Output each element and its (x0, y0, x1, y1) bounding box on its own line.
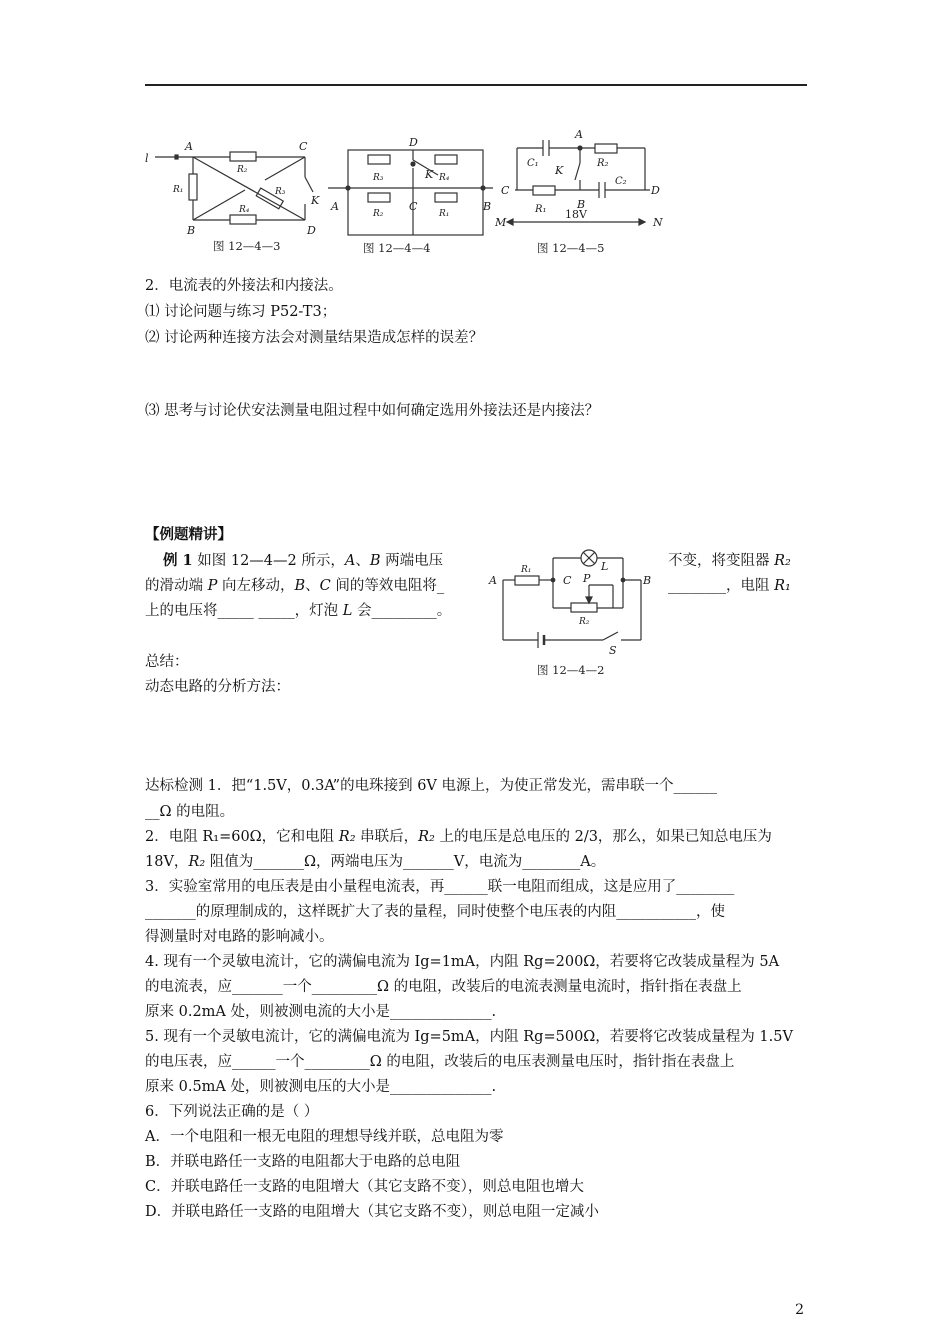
fig5-label-voltage: 18V (565, 208, 587, 221)
example1-text-e: 两端电压 (380, 553, 444, 569)
example1-text-c: 、 (355, 553, 370, 569)
test-heading-q1: 达标检测 1．把“1.5V，0.3A”的电珠接到 6V 电源上，为使正常发光，需串联一个______ (145, 778, 718, 794)
test-q6: 6．下列说法正确的是（ ） (145, 1104, 319, 1120)
example1-l2g: 间的等效电阻将_ (330, 578, 445, 594)
example1-l3b: L (342, 603, 353, 619)
test-q3-line2: _______的原理制成的，这样既扩大了表的量程，同时使整个电压表的内阻___________，使 (145, 904, 725, 920)
fig3-label-c: C (299, 140, 308, 153)
fig5-label-c: C (501, 184, 510, 197)
example1-l2a: 的滑动端 (145, 578, 208, 594)
fig5-label-c1: C₁ (527, 158, 539, 169)
example1-l2d: B (294, 578, 306, 594)
fig3-label-r4: R₄ (239, 205, 250, 215)
fig4-label-r1: R₁ (439, 209, 450, 219)
example1-right1-var: R₂ (774, 553, 791, 569)
fig4-label-k: K (425, 168, 434, 181)
test-q4-line1: 4. 现有一个灵敏电流计，它的满偏电流为 Ig=1mA，内阻 Rg=200Ω，若要将它改装成量程为 5A (145, 954, 780, 970)
fig5-label-d: D (651, 184, 660, 197)
dynamic-circuit-method: 动态电路的分析方法： (145, 679, 290, 695)
summary-label: 总结： (145, 654, 189, 670)
example1-text-d: B (369, 553, 381, 569)
test-q6-option-b: B．并联电路任一支路的电阻都大于电路的总电阻 (145, 1154, 461, 1170)
test-q2-var2: R₂ (418, 829, 435, 845)
example1-right2-var: R₁ (774, 578, 791, 594)
fig2-label-r1: R₁ (521, 565, 532, 575)
section2-question3: ⑶ 思考与讨论伏安法测量电阻过程中如何确定选用外接法还是内接法？ (145, 403, 600, 419)
figure-12-4-4 (323, 130, 498, 257)
test-q2-a3: 串联后， (355, 829, 419, 845)
example1-l3: 上的电压将_____ _____，灯泡 (145, 603, 343, 619)
fig2-label-r2: R₂ (579, 617, 590, 627)
fig4-label-c: C (409, 200, 418, 213)
fig3-label-d: D (307, 224, 316, 237)
fig4-label-a: A (331, 200, 339, 213)
section2-title: 2．电流表的外接法和内接法。 (145, 278, 343, 294)
test-q5-line3: 原来 0.5mA 处，则被测电压的大小是______________. (145, 1079, 497, 1095)
test-q5-line1: 5. 现有一个灵敏电流计，它的满偏电流为 Ig=5mA，内阻 Rg=500Ω，若要将它改装成量程为 1.5V (145, 1029, 793, 1045)
test-q3-line3: 得测量时对电路的影响减小。 (145, 929, 334, 945)
fig4-label-d: D (409, 136, 418, 149)
fig4-caption: 图 12—4—4 (363, 241, 431, 255)
figure-12-4-3 (145, 132, 335, 257)
test-q2-var1: R₂ (338, 829, 356, 845)
fig2-label-s: S (609, 644, 617, 657)
example1-right1 (668, 551, 791, 571)
figure-12-4-5 (495, 118, 670, 258)
example1-line1 (163, 551, 443, 571)
section2-question1: ⑴ 讨论问题与练习 P52-T3； (145, 304, 337, 320)
example1-l3c: 会_________。 (352, 603, 452, 619)
fig3-label-r2: R₂ (237, 165, 248, 175)
fig4-label-r2: R₂ (373, 209, 384, 219)
examples-heading: 【例题精讲】 (145, 526, 232, 543)
fig3-label-b: B (187, 224, 196, 237)
test-q6-option-a: A．一个电阻和一根无电阻的理想导线并联，总电阻为零 (145, 1129, 504, 1145)
test-q6-option-d: D．并联电路任一支路的电阻增大（其它支路不变），则总电阻一定减小 (145, 1204, 599, 1220)
example1-right1-text: 不变，将变阻器 (668, 553, 775, 569)
test-q5-line2: 的电压表，应______一个_________Ω 的电阻，改装后的电压表测量电压时，指针指在表盘上 (145, 1054, 735, 1070)
section2-question2: ⑵ 讨论两种连接方法会对测量结果造成怎样的误差？ (145, 330, 484, 346)
example1-text-a: 如图 12—4—2 所示， (192, 553, 345, 569)
header-rule (145, 84, 807, 86)
fig3-caption: 图 12—4—3 (213, 239, 281, 253)
fig2-label-a: A (489, 574, 497, 587)
example1-l2e: 、 (305, 578, 320, 594)
fig5-label-c2: C₂ (615, 176, 627, 187)
fig3-label-r1: R₁ (173, 185, 184, 195)
example1-right2 (668, 576, 791, 596)
fig5-label-b: B (577, 198, 586, 211)
fig2-caption: 图 12—4—2 (537, 663, 605, 677)
fig3-label-k: K (311, 194, 320, 207)
test-q2-b3: 阻值为_______Ω，两端电压为_______V，电流为________A。 (205, 854, 606, 870)
figure-12-4-2 (483, 540, 663, 680)
test-q3-line1: 3．实验室常用的电压表是由小量程电流表，再______联一电阻而组成，这是应用了________ (145, 879, 735, 895)
page-number: 2 (795, 1302, 804, 1318)
fig2-label-b: B (643, 574, 652, 587)
fig5-label-r2: R₂ (597, 158, 609, 169)
example1-text-b: A (344, 553, 356, 569)
fig3-label-a: A (185, 140, 193, 153)
fig2-label-l: L (601, 560, 609, 573)
fig3-label-l: l (145, 152, 149, 165)
fig2-label-c: C (563, 574, 572, 587)
example1-line3 (145, 601, 451, 621)
test-q2-line2 (145, 852, 605, 872)
fig4-label-r3: R₃ (373, 173, 384, 183)
test-q2-b: 18V， (145, 854, 189, 870)
example1-label: 例 1 (163, 552, 193, 569)
fig4-label-b: B (483, 200, 492, 213)
fig5-caption: 图 12—4—5 (537, 241, 605, 255)
test-q1-cont: __Ω 的电阻。 (145, 804, 235, 820)
example1-right2-text: ________，电阻 (668, 578, 775, 594)
fig5-label-n: N (653, 216, 663, 229)
example1-l2f: C (319, 578, 331, 594)
test-q4-line2: 的电流表，应_______一个_________Ω 的电阻，改装后的电流表测量电流时，指针指在表盘上 (145, 979, 742, 995)
fig5-label-m: M (495, 216, 507, 229)
test-q2-var3: R₂ (188, 854, 206, 870)
fig5-label-a: A (575, 128, 583, 141)
test-q2-a: 2．电阻 R₁=60Ω，它和电阻 (145, 829, 339, 845)
test-q2-a5: 上的电压是总电压的 2/3，那么，如果已知总电压为 (434, 829, 772, 845)
fig2-label-p: P (583, 572, 591, 585)
fig4-label-r4: R₄ (439, 173, 450, 183)
example1-line2 (145, 576, 444, 596)
example1-l2b: P (207, 578, 218, 594)
test-q4-line3: 原来 0.2mA 处，则被测电流的大小是______________. (145, 1004, 497, 1020)
fig5-label-k: K (555, 164, 564, 177)
example1-l2c: 向左移动， (217, 578, 295, 594)
test-q6-option-c: C．并联电路任一支路的电阻增大（其它支路不变），则总电阻也增大 (145, 1179, 584, 1195)
fig5-label-r1: R₁ (535, 204, 547, 215)
fig3-label-r3: R₃ (275, 187, 286, 197)
test-q2-line1 (145, 827, 772, 847)
